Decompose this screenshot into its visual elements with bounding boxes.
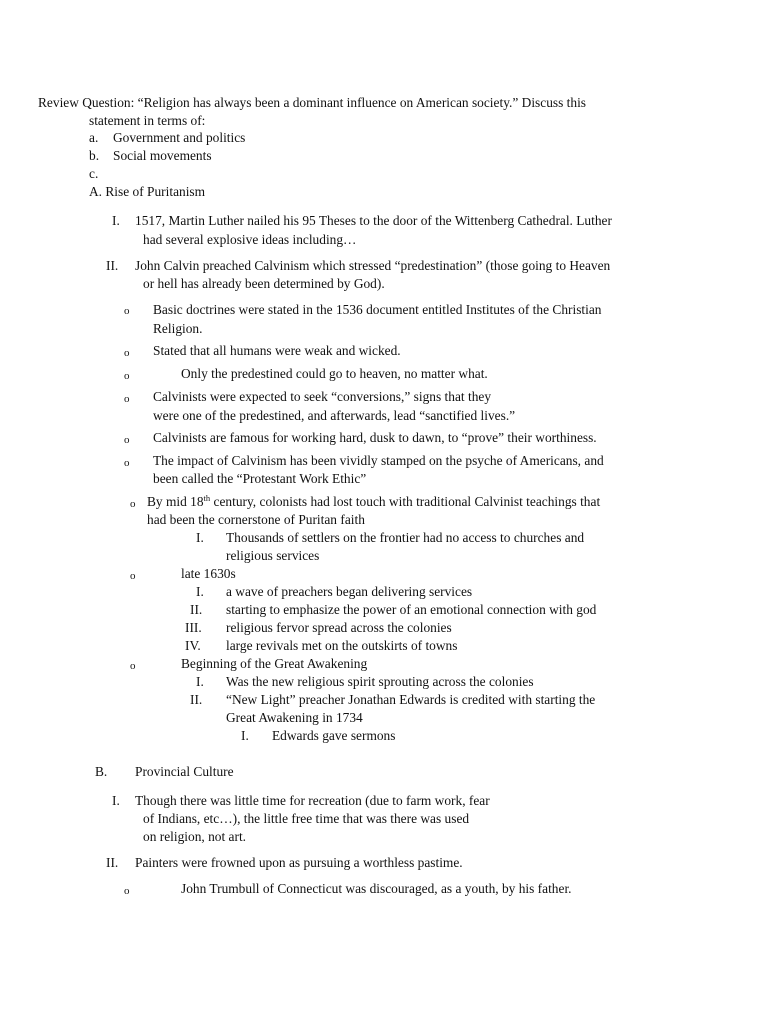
a-item-2-marker: II. [106,258,119,273]
review-question-line2: statement in terms of: [89,113,206,128]
a-bullet-9-sub-2-line2: Great Awakening in 1734 [226,710,363,725]
a-bullet-6-line1: The impact of Calvinism has been vividly stamped on the psyche of Americans, and [153,453,604,468]
a-bullet-9-sub-1-marker: I. [196,674,204,689]
bullet-icon: o [130,498,136,510]
a-bullet-9: Beginning of the Great Awakening [181,656,368,671]
review-question-line1: Review Question: “Religion has always been a dominant influence on American society.” Discuss this [38,95,587,110]
a-bullet-5: Calvinists are famous for working hard, dusk to dawn, to “prove” their worthiness. [153,430,597,445]
option-b-marker: b. [89,148,100,163]
a-bullet-9-sub-2-sub-1-marker: I. [241,728,249,743]
a-item-1-marker: I. [112,213,120,228]
a-bullet-2: Stated that all humans were weak and wicked. [153,343,401,358]
bullet-icon: o [124,370,130,382]
option-c-marker: c. [89,166,99,181]
a-item-2-line2: or hell has already been determined by God). [143,276,385,291]
a-bullet-7-line2: had been the cornerstone of Puritan faith [147,512,365,527]
bullet-icon: o [124,347,130,359]
b-bullet-1: John Trumbull of Connecticut was discouraged, as a youth, by his father. [181,881,572,896]
a-bullet-8-sub-3-marker: III. [185,620,202,635]
section-a-heading: A. Rise of Puritanism [89,184,206,199]
a-bullet-9-sub-2-marker: II. [190,692,203,707]
a-bullet-9-sub-1: Was the new religious spirit sprouting across the colonies [226,674,534,689]
a-bullet-7-sub-1-line1: Thousands of settlers on the frontier had no access to churches and [226,530,585,545]
a-bullet-7-pre: By mid 18 [147,494,204,509]
section-b-heading: Provincial Culture [135,764,234,779]
a-item-1-line2: had several explosive ideas including… [143,232,357,247]
a-item-1-line1: 1517, Martin Luther nailed his 95 Theses to the door of the Wittenberg Cathedral. Luther [135,213,612,228]
b-item-1-line2: of Indians, etc…), the little free time that was there was used [143,811,470,826]
b-item-2-marker: II. [106,855,119,870]
a-bullet-7-sub-1-line2: religious services [226,548,320,563]
a-bullet-3: Only the predestined could go to heaven, no matter what. [181,366,488,381]
a-bullet-8-sub-2: starting to emphasize the power of an emotional connection with god [226,602,597,617]
a-bullet-8: late 1630s [181,566,236,581]
bullet-icon: o [124,885,130,897]
option-a-marker: a. [89,130,99,145]
a-bullet-1-line1: Basic doctrines were stated in the 1536 document entitled Institutes of the Christian [153,302,602,317]
b-item-2: Painters were frowned upon as pursuing a worthless pastime. [135,855,463,870]
a-bullet-7-line1 [147,493,600,511]
bullet-icon: o [130,660,136,672]
a-bullet-8-sub-1: a wave of preachers began delivering services [226,584,473,599]
b-item-1-line1: Though there was little time for recreation (due to farm work, fear [135,793,490,808]
a-bullet-8-sub-4-marker: IV. [185,638,201,653]
a-bullet-8-sub-2-marker: II. [190,602,203,617]
a-bullet-7-sub-1-marker: I. [196,530,204,545]
bullet-icon: o [130,570,136,582]
a-bullet-4-line1: Calvinists were expected to seek “conversions,” signs that they [153,389,492,404]
a-bullet-6-line2: been called the “Protestant Work Ethic” [153,471,367,486]
a-bullet-7-sup: th [203,493,211,503]
a-bullet-9-sub-2-sub-1: Edwards gave sermons [272,728,396,743]
bullet-icon: o [124,434,130,446]
b-item-1-line3: on religion, not art. [143,829,247,844]
bullet-icon: o [124,457,130,469]
bullet-icon: o [124,305,130,317]
a-bullet-8-sub-1-marker: I. [196,584,204,599]
a-item-2-line1: John Calvin preached Calvinism which stressed “predestination” (those going to Heaven [135,258,611,273]
a-bullet-9-sub-2-line1: “New Light” preacher Jonathan Edwards is credited with starting the [226,692,596,707]
section-b-marker: B. [95,764,108,779]
bullet-icon: o [124,393,130,405]
option-b-text: Social movements [113,148,212,163]
a-bullet-7-post: century, colonists had lost touch with traditional Calvinist teachings that [210,494,601,509]
a-bullet-4-line2: were one of the predestined, and afterwards, lead “sanctified lives.” [153,408,516,423]
a-bullet-8-sub-3: religious fervor spread across the colonies [226,620,452,635]
b-item-1-marker: I. [112,793,120,808]
a-bullet-1-line2: Religion. [153,321,203,336]
option-a-text: Government and politics [113,130,246,145]
a-bullet-8-sub-4: large revivals met on the outskirts of towns [226,638,458,653]
